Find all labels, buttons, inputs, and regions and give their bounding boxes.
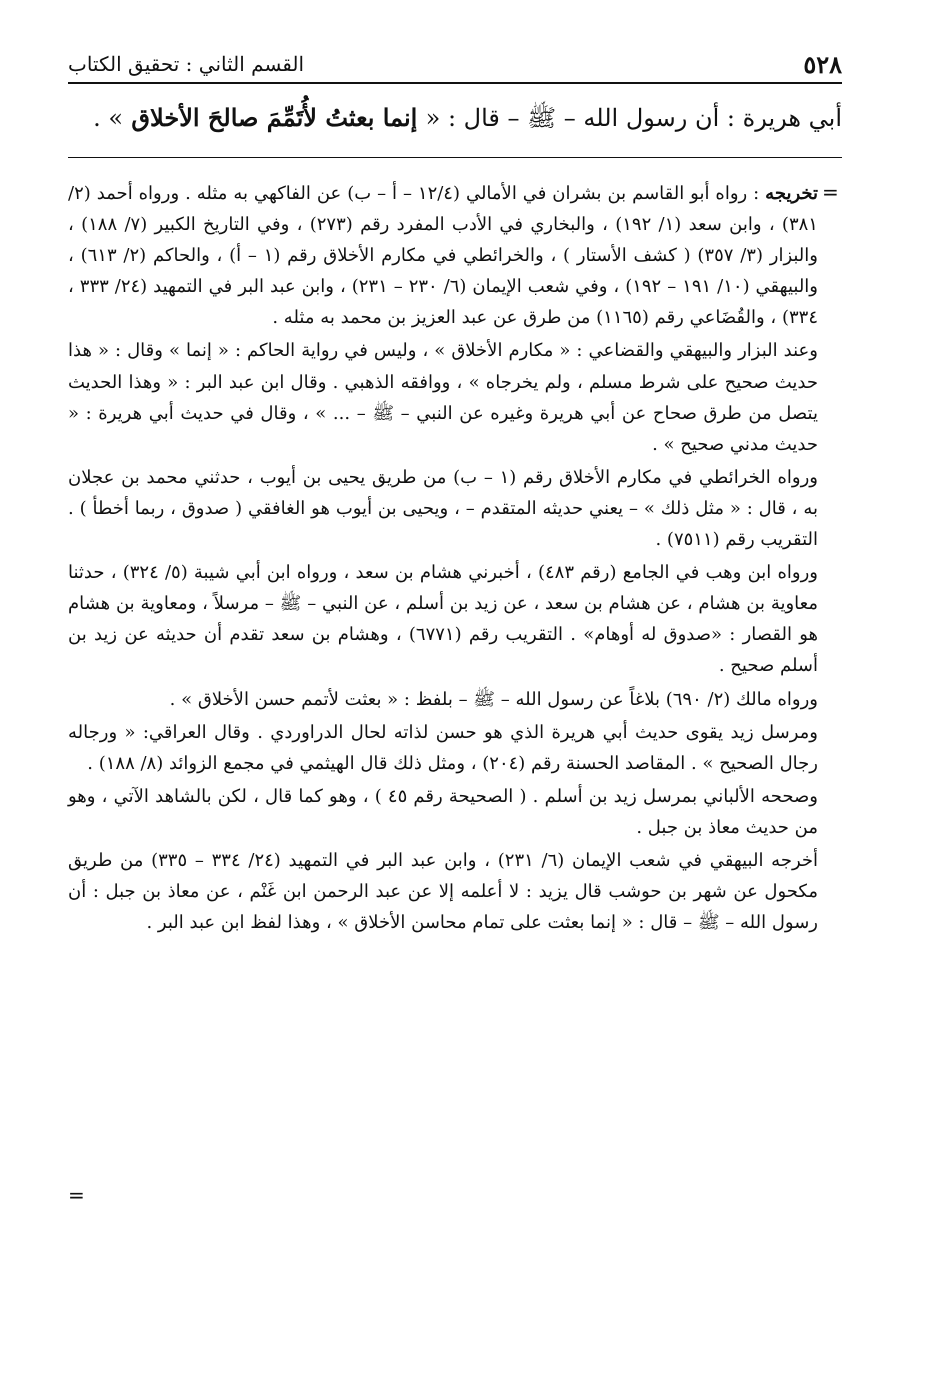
footnote-paragraph <box>68 178 818 333</box>
main-text-line <box>68 96 842 140</box>
running-header <box>68 44 842 84</box>
section-title: القسم الثاني : تحقيق الكتاب <box>68 52 305 76</box>
continuation-mark-bottom: = <box>68 1183 85 1207</box>
footnote-paragraph: ورواه ابن وهب في الجامع (رقم ٤٨٣) ، أخبرني هشام بن سعد ، ورواه ابن أبي شيبة (٥/ ٣٢٤) ، حدثنا معاوية بن هشام ، عن هشام بن سعد ، عن زيد بن أسلم ، عن النبي – ﷺ – مرسلاً ، ومعاوية بن هشام هو القصار : «صدوق له أوهام» . التقريب رقم (٦٧٧١) ، وهشام بن سعد تقدم أن حديثه عن زيد بن أسلم صحيح . <box>68 562 818 677</box>
footnote-text: : رواه أبو القاسم بن بشران في الأمالي (١٢/٤ – أ – ب) عن الفاكهي به مثله . ورواه أحمد (٢/ ٣٨١) ، وابن سعد (١/ ١٩٢) ، والبخاري في الأدب المفرد رقم (٢٧٣) ، وفي التاريخ الكبير (٧/ ١٨٨) ، والبزار (٣/ ٣٥٧) ( كشف الأستار ) ، والخرائطي في مكارم الأخلاق رقم (١ – أ) ، والحاكم (٢/ ٦١٣) ، والبيهقي (١٠/ ١٩١ – ١٩٢) ، وفي شعب الإيمان (٦/ ٢٣٠ – ٢٣١) ، وابن عبد البر في التمهيد (٢٤/ ٣٣٣ ، ٣٣٤) ، والقُضَاعي رقم (١١٦٥) من طرق عن عبد العزيز بن محمد به مثله . <box>68 183 818 329</box>
footnote-paragraph: أخرجه البيهقي في شعب الإيمان (٦/ ٢٣١) ، وابن عبد البر في التمهيد (٢٤/ ٣٣٤ – ٣٣٥) من طريق مكحول عن شهر بن حوشب قال يزيد : لا أعلمه إلا عن عبد الرحمن ابن غَنْم ، عن معاذ بن جبل : أن رسول الله – ﷺ – قال : « إنما بعثت على تمام محاسن الأخلاق » ، وهذا لفظ ابن عبد البر . <box>68 849 819 934</box>
footnote-paragraph: ورواه الخرائطي في مكارم الأخلاق رقم (١ – ب) من طريق يحيى بن أيوب ، حدثني محمد بن عجلان به ، قال : « مثل ذلك » – يعني حديثه المتقدم – ، ويحيى بن أيوب هو الغافقي ( صدوق ، ربما أخطأ ) . التقريب رقم (٧٥١١) . <box>68 466 818 551</box>
header-rule <box>68 82 842 84</box>
footnote-paragraph: ومرسل زيد يقوى حديث أبي هريرة الذي هو حسن لذاته لحال الدراوردي . وقال العراقي: « ورجاله رجال الصحيح » . المقاصد الحسنة رقم (٢٠٤) ، ومثل ذلك قال الهيثمي في مجمع الزوائد (٨/ ١٨٨) . <box>68 721 818 774</box>
footnote-paragraph: وعند البزار والبيهقي والقضاعي : « مكارم الأخلاق » ، وليس في رواية الحاكم : « إنما » وقال : « هذا حديث صحيح على شرط مسلم ، ولم يخرجاه » ، ووافقه الذهبي . وقال ابن عبد البر : « وهذا الحديث يتصل من طرق صحاح عن أبي هريرة وغيره عن النبي – ﷺ – ... » ، وقال في حديث أبي هريرة : « حديث مدني صحيح » . <box>68 340 818 455</box>
continuation-mark-top: = <box>822 180 839 204</box>
main-text-close: » . <box>93 104 124 132</box>
footnote-separator <box>68 157 842 158</box>
takhrij-label: تخريجه <box>765 183 819 204</box>
footnote-paragraph: ورواه مالك (٢/ ٦٩٠) بلاغاً عن رسول الله – ﷺ – بلفظ : « بعثت لأتمم حسن الأخلاق » . <box>169 688 818 710</box>
hadith-quote: إنما بعثتُ لأُتَمِّمَ صالحَ الأخلاق <box>123 103 426 132</box>
footnotes <box>68 178 818 940</box>
footnote-paragraph: وصححه الألباني بمرسل زيد بن أسلم . ( الصحيحة رقم ٤٥ ) ، وهو كما قال ، لكن بالشاهد الآتي ، وهو من حديث معاذ بن جبل . <box>68 785 818 838</box>
page-number: ٥٢٨ <box>803 49 842 79</box>
main-text-intro: أبي هريرة : أن رسول الله – ﷺ – قال : « <box>425 104 842 132</box>
